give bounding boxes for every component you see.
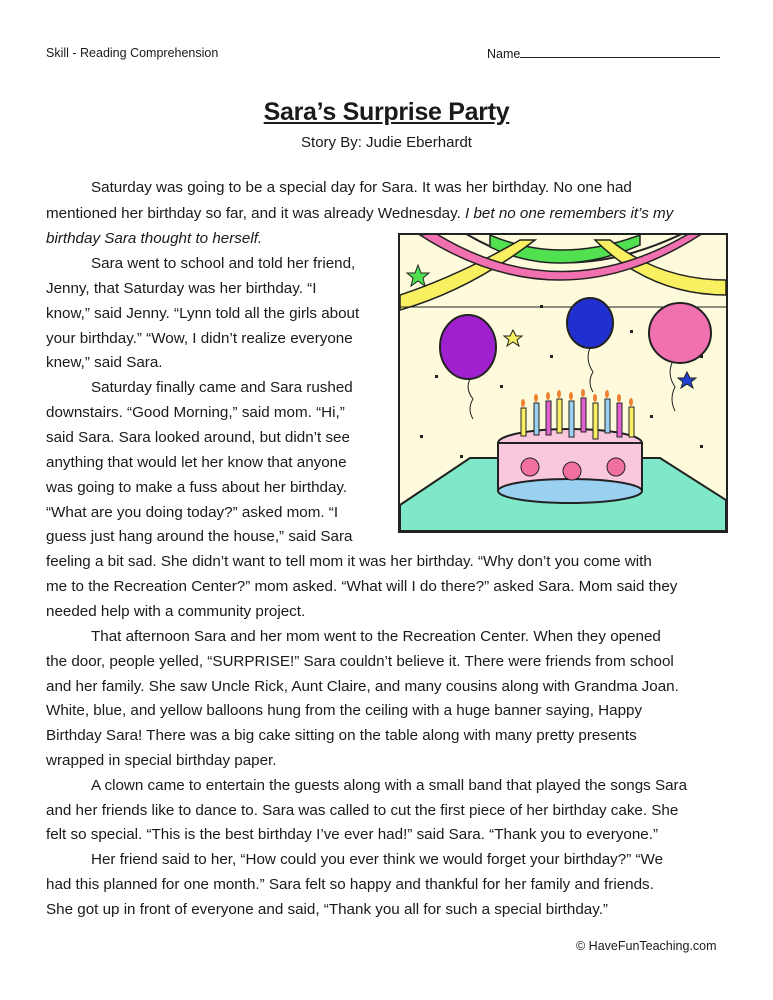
story-line: felt so special. “This is the best birthday I’ve ever had!” said Sara. “Thank you to everyone.” bbox=[46, 826, 659, 843]
story-line: Saturday finally came and Sara rushed bbox=[91, 379, 353, 396]
story-line: your birthday.” “Wow, I didn’t realize everyone bbox=[46, 330, 353, 347]
story-line: and her family. She saw Uncle Rick, Aunt Claire, and many cousins along with Grandma Joan. bbox=[46, 678, 679, 695]
byline: Story By: Judie Eberhardt bbox=[301, 134, 472, 151]
story-line: birthday Sara thought to herself. bbox=[46, 230, 263, 247]
skill-label: Skill - Reading Comprehension bbox=[46, 46, 219, 60]
copyright-footer: © HaveFunTeaching.com bbox=[576, 939, 717, 953]
story-line: the door, people yelled, “SURPRISE!” Sara couldn’t believe it. There were friends from school bbox=[46, 653, 674, 670]
story-line: downstairs. “Good Morning,” said mom. “Hi,” bbox=[46, 404, 345, 421]
name-label: Name bbox=[487, 47, 521, 61]
story-line: guess just hang around the house,” said Sara bbox=[46, 528, 353, 545]
story-line: wrapped in special birthday paper. bbox=[46, 752, 277, 769]
story-line: Sara went to school and told her friend, bbox=[91, 255, 356, 272]
story-line: needed help with a community project. bbox=[46, 603, 306, 620]
story-text-italic: I bet no one remembers it’s my bbox=[465, 205, 674, 222]
name-field[interactable] bbox=[487, 46, 720, 61]
story-line: That afternoon Sara and her mom went to the Recreation Center. When they opened bbox=[91, 628, 661, 645]
story-line: Birthday Sara! There was a big cake sitting on the table along with many pretty presents bbox=[46, 727, 637, 744]
story-line: and her friends like to dance to. Sara was called to cut the first piece of her birthday cake. She bbox=[46, 802, 679, 819]
story-line: was going to make a fuss about her birthday. bbox=[46, 479, 348, 496]
story-line: A clown came to entertain the guests along with a small band that played the songs Sara bbox=[91, 777, 688, 794]
story-line: feeling a bit sad. She didn’t want to tell mom it was her birthday. “Why don’t you come with bbox=[46, 553, 652, 570]
story-line: know,” said Jenny. “Lynn told all the girls about bbox=[46, 305, 360, 322]
page-title: Sara’s Surprise Party bbox=[263, 98, 510, 126]
story-line: Jenny, that Saturday was her birthday. “I bbox=[46, 280, 317, 297]
story-line: White, blue, and yellow balloons hung from the ceiling with a huge banner saying, Happy bbox=[46, 702, 643, 719]
story-line: me to the Recreation Center?” mom asked. “What will I do there?” asked Sara. Mom said they bbox=[46, 578, 678, 595]
story-line: said Sara. Sara looked around, but didn’t see bbox=[46, 429, 350, 446]
story-line: anything that would let her know that anyone bbox=[46, 454, 347, 471]
party-scene-icon bbox=[400, 235, 726, 531]
story-line: had this planned for one month.” Sara felt so happy and thankful for her family and friends. bbox=[46, 876, 654, 893]
story-line bbox=[46, 204, 673, 224]
story-text: mentioned her birthday so far, and it was already Wednesday. bbox=[46, 205, 461, 222]
story-line: She got up in front of everyone and said, “Thank you all for such a special birthday.” bbox=[46, 901, 608, 918]
story-line: Her friend said to her, “How could you ever think we would forget your birthday?” “We bbox=[91, 851, 664, 868]
name-blank-line bbox=[520, 46, 720, 58]
story-line: “What are you doing today?” asked mom. “I bbox=[46, 504, 339, 521]
birthday-cake-illustration bbox=[398, 233, 728, 533]
story-line: Saturday was going to be a special day for Sara. It was her birthday. No one had bbox=[91, 179, 632, 196]
story-line: knew,” said Sara. bbox=[46, 354, 163, 371]
